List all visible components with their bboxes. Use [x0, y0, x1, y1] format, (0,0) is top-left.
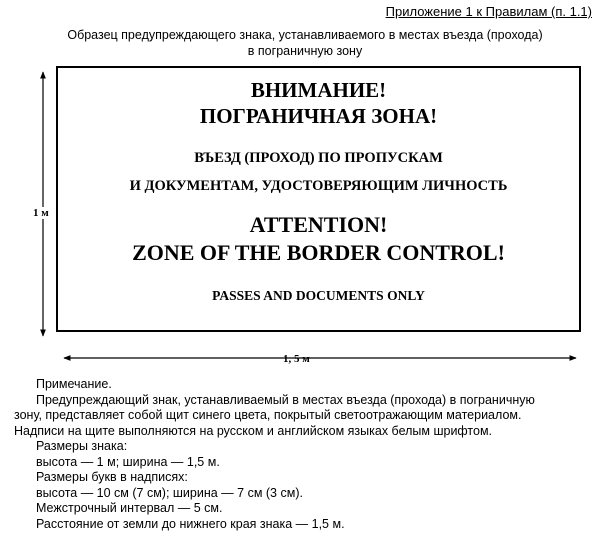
sign-sizes-title: Размеры знака: [36, 439, 128, 453]
note-paragraph-line-1: Предупреждающий знак, устанавливаемый в местах въезда (прохода) в пограничную [36, 392, 535, 407]
ground-distance: Расстояние от земли до нижнего края знака — 1,5 м. [36, 516, 345, 531]
note-paragraph-line-3: Надписи на щите выполняются на русском и английском языках белым шрифтом. [14, 423, 493, 438]
note-section [14, 377, 596, 532]
appendix-reference: Приложение 1 к Правилам (п. 1.1) [385, 4, 592, 19]
note-paragraph-line-2: зону, представляет собой щит синего цвета, покрытый светоотражающим материалом. [14, 408, 522, 422]
sign-en-title-1: ATTENTION! [249, 212, 388, 237]
letter-sizes-title: Размеры букв в надписях: [36, 470, 188, 484]
sign-ru-text-2: И ДОКУМЕНТАМ, УДОСТОВЕРЯЮЩИМ ЛИЧНОСТЬ [129, 178, 508, 194]
note-title: Примечание. [36, 377, 112, 391]
letter-sizes-value: высота — 10 см (7 см); ширина — 7 см (3 см). [36, 485, 303, 500]
sign-ru-text-1: ВЪЕЗД (ПРОХОД) ПО ПРОПУСКАМ [194, 150, 443, 166]
width-dimension-label: 1, 5 м [283, 353, 310, 365]
warning-sign [56, 66, 581, 332]
sign-en-title-2: ZONE OF THE BORDER CONTROL! [132, 240, 505, 265]
caption-line-2: в пограничную зону [247, 44, 363, 58]
sign-ru-title-1: ВНИМАНИЕ! [250, 78, 387, 102]
line-spacing: Межстрочный интервал — 5 см. [36, 501, 223, 515]
sign-en-text: PASSES AND DOCUMENTS ONLY [212, 288, 425, 303]
sign-ru-title-2: ПОГРАНИЧНАЯ ЗОНА! [199, 104, 438, 128]
sign-sizes-value: высота — 1 м; ширина — 1,5 м. [36, 454, 220, 469]
height-dimension-label: 1 м [33, 207, 49, 219]
caption-line-1: Образец предупреждающего знака, устанавливаемого в местах въезда (прохода) [67, 28, 543, 42]
